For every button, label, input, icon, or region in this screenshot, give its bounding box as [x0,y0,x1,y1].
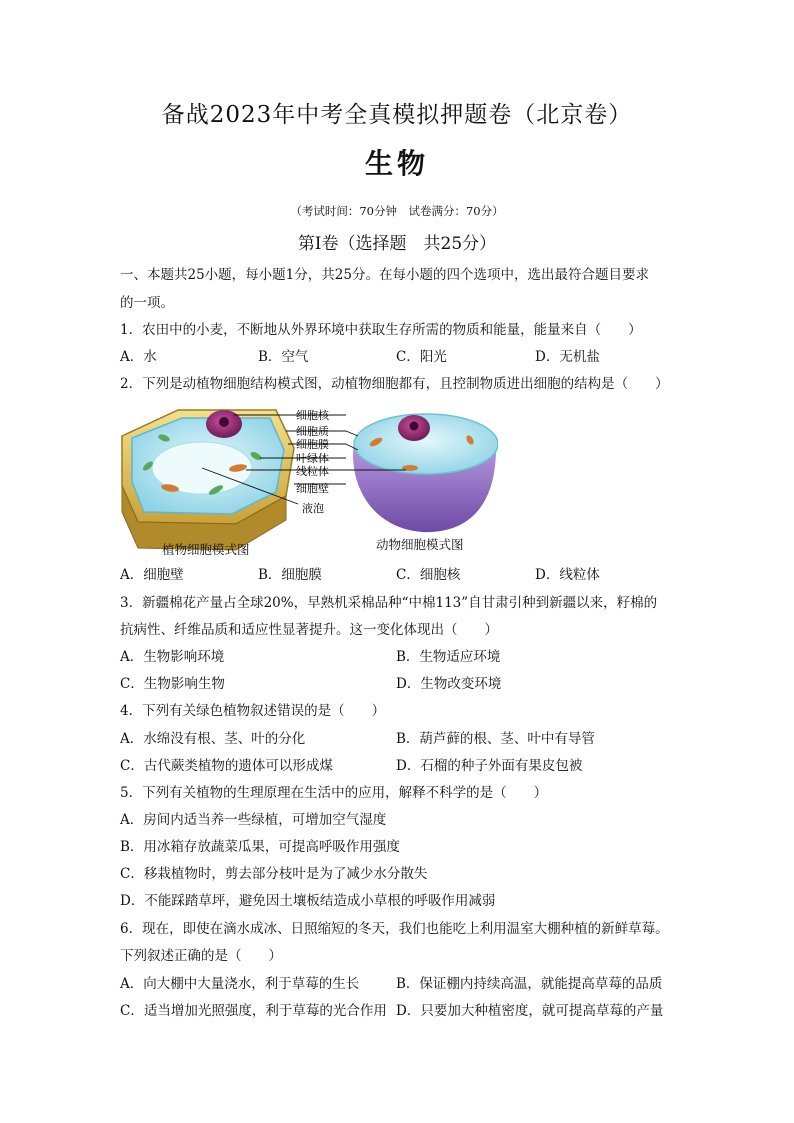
q2-option-b: B．细胞膜 [258,567,322,583]
cell-diagram-figure [118,404,498,556]
instructions-line-1: 一、本题共25小题，每小题1分，共25分。在每小题的四个选项中，选出最符合题目要求 [120,267,649,283]
q2-option-d: D．线粒体 [535,567,600,583]
instructions-line-2: 的一项。 [120,295,174,311]
animal-cell [353,414,498,532]
plant-cell-caption: 植物细胞模式图 [162,542,250,557]
label-chloroplast: 叶绿体 [296,452,329,465]
q6-option-d: D．只要加大种植密度，就可提高草莓的产量 [396,1003,664,1019]
q4-option-b: B．葫芦藓的根、茎、叶中有导管 [396,731,595,747]
q3-option-a: A．生物影响环境 [120,649,225,665]
q5-option-c: C．移栽植物时，剪去部分枝叶是为了减少水分散失 [120,866,428,882]
q2-option-c: C．细胞核 [396,567,461,583]
question-5-stem: 5．下列有关植物的生理原理在生活中的应用，解释不科学的是（ ） [120,785,548,801]
q1-option-d: D．无机盐 [535,349,600,365]
q6-option-a: A．向大棚中大量浇水，利于草莓的生长 [120,976,360,992]
question-4-stem: 4．下列有关绿色植物叙述错误的是（ ） [120,703,386,719]
label-cell-wall: 细胞壁 [296,482,329,495]
subject-title: 生物 [364,147,429,180]
label-cytoplasm: 细胞质 [296,425,329,438]
label-mitochondria: 线粒体 [296,465,329,478]
q3-option-c: C．生物影响生物 [120,676,225,692]
exam-info: （考试时间：70分钟 试卷满分：70分） [290,204,504,218]
question-6-stem-line-2: 下列叙述正确的是（ ） [120,948,282,964]
q6-option-b: B．保证棚内持续高温，就能提高草莓的品质 [396,976,663,992]
q3-option-d: D．生物改变环境 [396,676,502,692]
q4-option-a: A．水绵没有根、茎、叶的分化 [120,731,306,747]
q1-option-b: B．空气 [258,349,309,365]
cell-diagram [118,404,498,556]
question-1-stem: 1．农田中的小麦，不断地从外界环境中获取生存所需的物质和能量，能量来自（ ） [120,322,642,338]
label-vacuole: 液泡 [302,502,324,515]
question-2-stem: 2．下列是动植物细胞结构模式图，动植物细胞都有，且控制物质进出细胞的结构是（ ） [120,376,669,392]
q5-option-d: D．不能踩踏草坪，避免因土壤板结造成小草根的呼吸作用减弱 [120,893,496,909]
q6-option-c: C．适当增加光照强度，利于草莓的光合作用 [120,1003,387,1019]
plant-cell [122,410,294,550]
q4-option-c: C．古代蕨类植物的遗体可以形成煤 [120,758,333,774]
question-6-stem-line-1: 6．现在，即使在滴水成冰、日照缩短的冬天，我们也能吃上利用温室大棚种植的新鲜草莓。 [120,921,669,937]
q4-option-d: D．石榴的种子外面有果皮包被 [396,758,583,774]
exam-title: 备战2023年中考全真模拟押题卷（北京卷） [161,102,633,128]
label-cell-membrane: 细胞膜 [296,438,329,451]
q5-option-b: B．用冰箱存放蔬菜瓜果，可提高呼吸作用强度 [120,839,400,855]
question-3-stem-line-1: 3．新疆棉花产量占全球20%，早熟机采棉品种“中棉113”自甘肃引种到新疆以来，籽棉的 [120,595,658,611]
q1-option-c: C．阳光 [396,349,447,365]
q2-option-a: A．细胞壁 [120,567,184,583]
q5-option-a: A．房间内适当养一些绿植，可增加空气湿度 [120,812,387,828]
part-title: 第Ⅰ卷（选择题 共25分） [297,234,497,254]
label-nucleus: 细胞核 [296,409,329,422]
q1-option-a: A．水 [120,349,157,365]
question-3-stem-line-2: 抗病性、纤维品质和适应性显著提升。这一变化体现出（ ） [120,622,498,638]
q3-option-b: B．生物适应环境 [396,649,501,665]
animal-cell-caption: 动物细胞模式图 [376,537,464,552]
